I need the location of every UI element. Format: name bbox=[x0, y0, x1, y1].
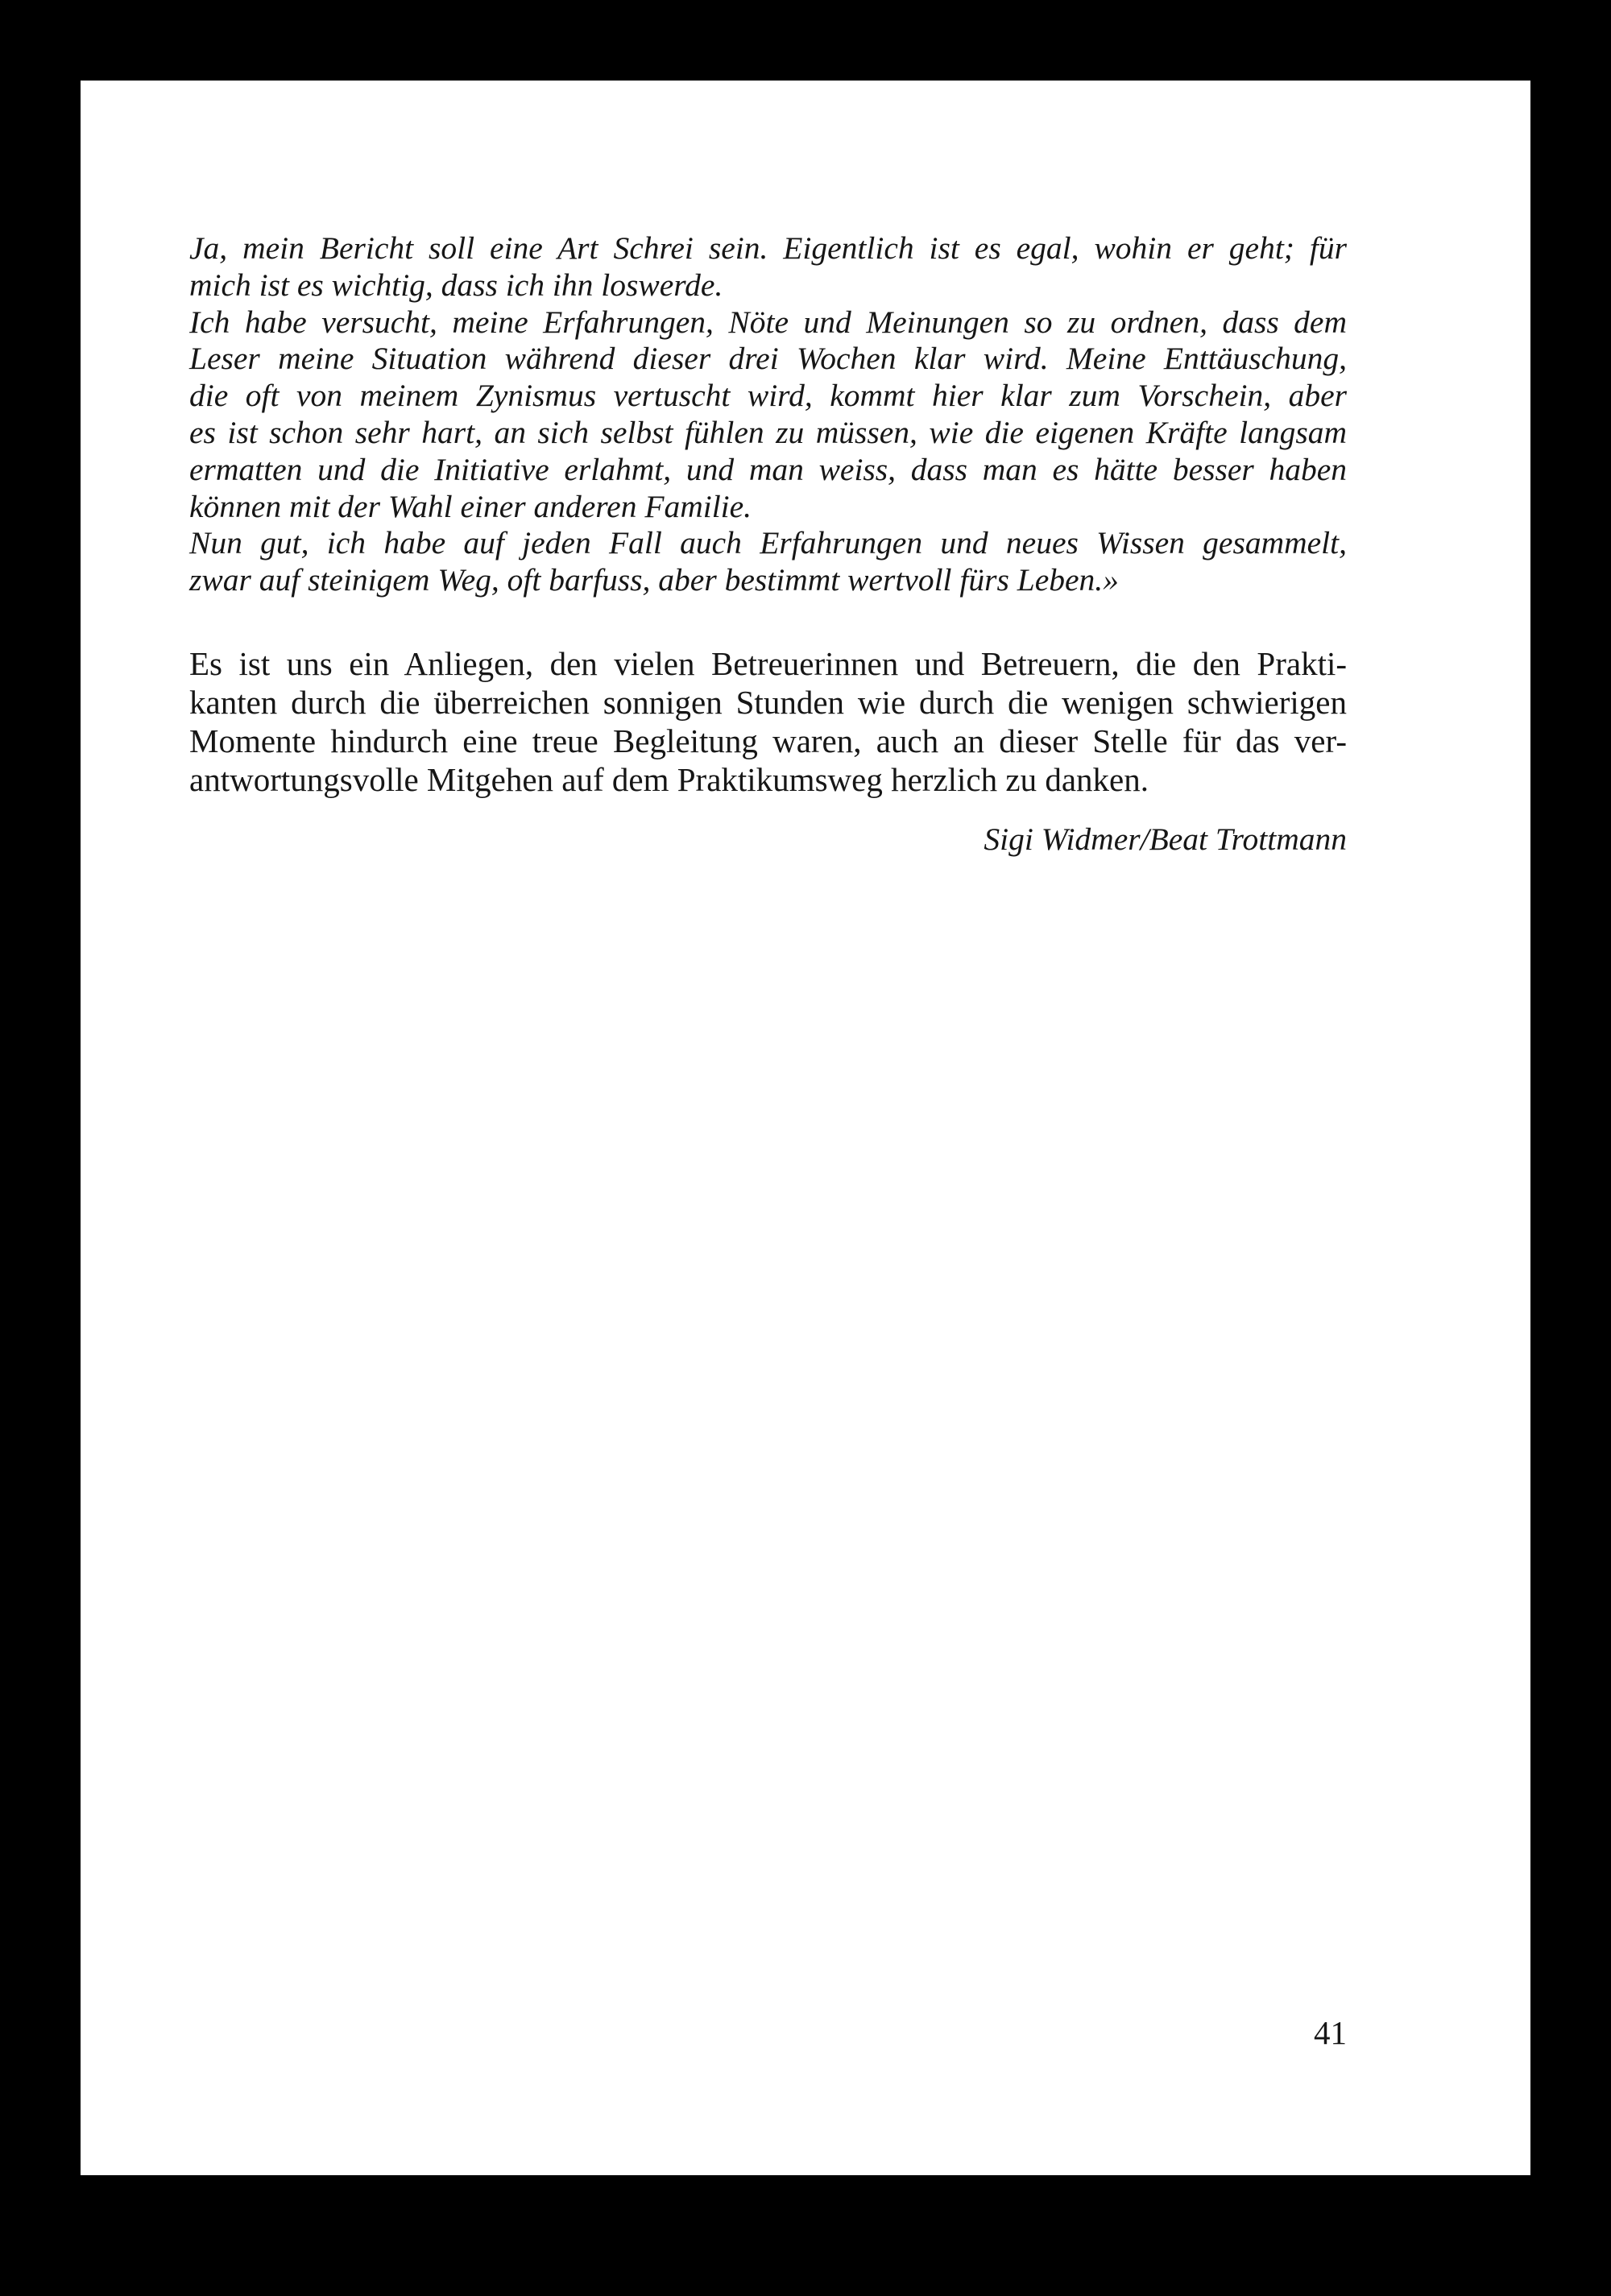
body-line: Es ist uns ein Anliegen, den vielen Betreuerinnen und Betreuern, die den Prakti- bbox=[189, 645, 1347, 682]
quote-line: ermatten und die Initiative erlahmt, und man weiss, dass man es hätte besser haben bbox=[189, 451, 1347, 487]
quote-line: die oft von meinem Zynismus vertuscht wird, kommt hier klar zum Vorschein, aber bbox=[189, 378, 1347, 414]
page-number: 41 bbox=[1314, 2014, 1347, 2051]
quote-line: Nun gut, ich habe auf jeden Fall auch Erfahrungen und neues Wissen gesammelt, bbox=[189, 525, 1347, 561]
body-line: antwortungsvolle Mitgehen auf dem Praktikumsweg herzlich zu danken. bbox=[189, 761, 1149, 798]
document-page bbox=[81, 81, 1530, 2175]
body-line: Momente hindurch eine treue Begleitung waren, auch an dieser Stelle für das ver- bbox=[189, 722, 1347, 759]
quote-line: Ich habe versucht, meine Erfahrungen, Nöte und Meinungen so zu ordnen, dass dem bbox=[189, 304, 1347, 340]
quote-line: zwar auf steinigem Weg, oft barfuss, aber bestimmt wertvoll fürs Leben.» bbox=[189, 562, 1119, 598]
quote-paragraph bbox=[189, 230, 1347, 599]
quote-line: können mit der Wahl einer anderen Familie. bbox=[189, 488, 752, 524]
quote-line: Leser meine Situation während dieser drei Wochen klar wird. Meine Enttäuschung, bbox=[189, 341, 1347, 377]
quote-line: mich ist es wichtig, dass ich ihn loswerde. bbox=[189, 267, 723, 303]
signature: Sigi Widmer/Beat Trottmann bbox=[984, 821, 1347, 857]
acknowledgement-paragraph bbox=[189, 644, 1347, 799]
quote-line: es ist schon sehr hart, an sich selbst fühlen zu müssen, wie die eigenen Kräfte langsam bbox=[189, 414, 1347, 450]
body-line: kanten durch die überreichen sonnigen Stunden wie durch die wenigen schwierigen bbox=[189, 684, 1347, 721]
quote-line: Ja, mein Bericht soll eine Art Schrei sein. Eigentlich ist es egal, wohin er geht; für bbox=[189, 230, 1347, 266]
